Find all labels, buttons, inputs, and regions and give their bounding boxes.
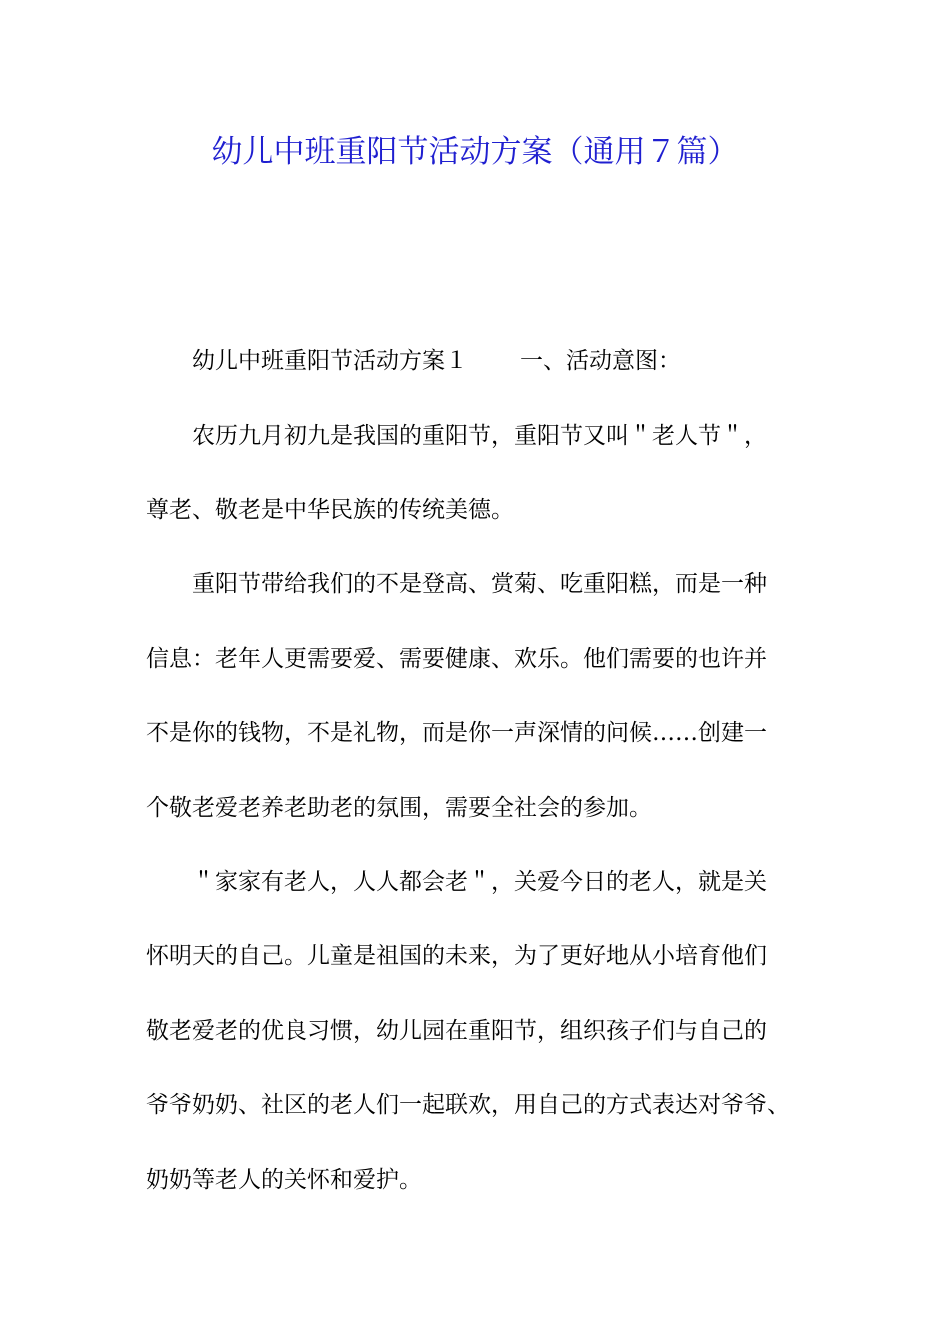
paragraph-line: 尊老、敬老是中华民族的传统美德。 [146,497,514,523]
paragraph-line: 个敬老爱老养老助老的氛围，需要全社会的参加。 [146,795,652,821]
paragraph-line: 怀明天的自己。儿童是祖国的未来，为了更好地从小培育他们 [146,943,767,969]
paragraph-line: 敬老爱老的优良习惯，幼儿园在重阳节，组织孩子们与自己的 [146,1018,767,1044]
paragraph-line: 重阳节带给我们的不是登高、赏菊、吃重阳糕，而是一种 [192,571,767,597]
paragraph-line: ＂家家有老人，人人都会老＂，关爱今日的老人，就是关 [192,869,767,895]
section-subheading: 一、活动意图： [520,348,681,374]
document-title: 幼儿中班重阳节活动方案（通用７篇） [211,134,739,170]
paragraph-line: 爷爷奶奶、社区的老人们一起联欢，用自己的方式表达对爷爷、 [146,1092,790,1118]
section-title: 幼儿中班重阳节活动方案１ [192,348,468,374]
paragraph-line: 信息：老年人更需要爱、需要健康、欢乐。他们需要的也许并 [146,646,767,672]
paragraph-line: 奶奶等老人的关怀和爱护。 [146,1167,422,1193]
paragraph-line: 农历九月初九是我国的重阳节，重阳节又叫＂老人节＂， [192,423,767,449]
paragraph-line: 不是你的钱物，不是礼物，而是你一声深情的问候……创建一 [146,720,767,746]
section-heading-line [192,345,681,377]
